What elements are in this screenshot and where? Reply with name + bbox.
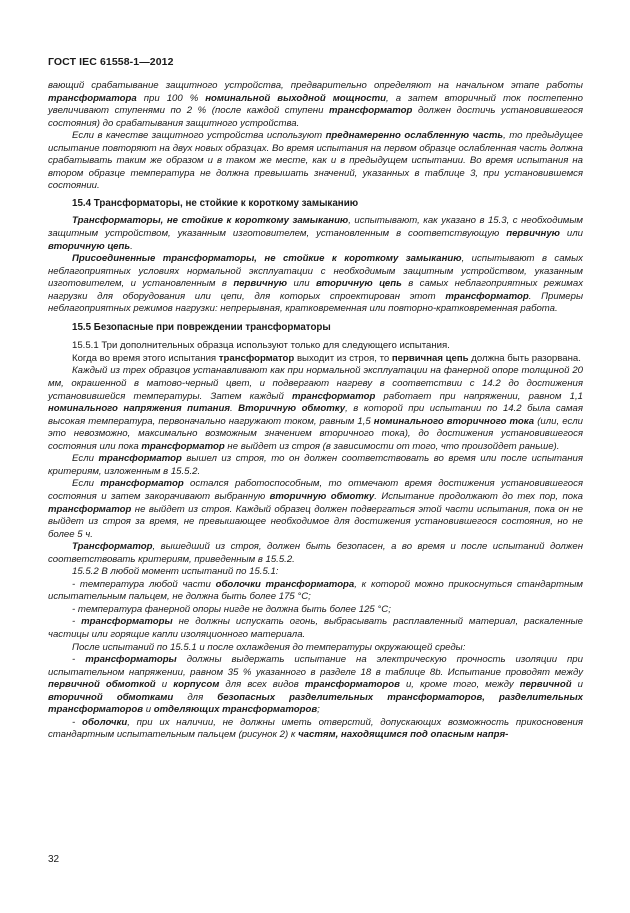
term-emphasis: трансформатор	[445, 290, 529, 302]
term-emphasis: трансформатор	[141, 440, 225, 452]
text-run: для всех видов	[219, 679, 305, 691]
paragraph	[48, 604, 583, 617]
text-run: работает при напряжении, равном 1,1	[375, 390, 583, 402]
term-emphasis: Трансформаторы, не стойкие к короткому замыканию	[72, 215, 349, 227]
paragraph	[48, 353, 583, 366]
paragraph	[48, 215, 583, 253]
paragraph	[48, 616, 583, 641]
term-emphasis: трансформатор	[218, 352, 295, 364]
text-run: вающий срабатывание защитного устройства, предварительно определяют на начальном этапе работы	[48, 80, 583, 91]
term-emphasis: номинального напряжения питания	[48, 403, 230, 415]
standard-header: ГОСТ IEC 61558-1—2012	[48, 56, 174, 68]
text-run: 15.5.1 Три дополнительных образца используют только для следующего испытания.	[72, 340, 450, 352]
text-run: выходит из строя, то	[294, 352, 392, 364]
paragraph	[48, 566, 583, 579]
paragraph	[48, 654, 583, 717]
text-run: - температура фанерной опоры нигде не должна быть более 125 °С;	[72, 603, 391, 615]
text-run: Каждый из трех образцов устанавливают как при нормальной эксплуатации на фанерной опоре толщиной 20 мм, окрашенной в матово-черный цвет, и подвергают нагреву в соответствии с 14.2 до достижения установившейся температуры. Затем каждый	[48, 365, 583, 402]
paragraph	[48, 642, 583, 655]
text-run: и	[571, 679, 583, 691]
paragraph	[48, 717, 583, 742]
term-emphasis: частям, находящимся под опасным напря-	[298, 729, 509, 741]
text-run: должны выдержать испытание на электрическую прочность изоляции при испытательном напряжении, равном 35 % указанного в разделе 18 в таблице 8b. Испытание проводят между	[48, 654, 583, 678]
term-emphasis: трансформаторов	[304, 679, 400, 691]
term-emphasis: оболочки трансформатора	[215, 578, 355, 590]
text-run: - температура любой части	[72, 578, 216, 590]
text-run: . Испытание продолжают до тех пор, пока	[374, 490, 583, 502]
text-run: вышел из строя, то он должен соответствовать во время или после испытания критериям, изложенным в 15.5.2.	[48, 453, 584, 477]
term-emphasis: номинального вторичного тока	[373, 415, 535, 427]
text-run: (или, если это невозможно, максимально возможным значением вторичного тока), до достижения установившегося состояния или пока	[48, 415, 583, 452]
text-run: После испытаний по 15.5.1 и после охлаждения до температуры окружающей среды:	[72, 641, 466, 653]
text-run: , испытывают, как указано в 15.3, с необходимым защитным устройством, указанным изготовителем, установленным в соответствующую	[48, 215, 583, 240]
text-run: , в которой при испытании по 14.2 была самая высокая температура, первоначально нагружают током, равным 1,5	[48, 403, 583, 427]
text-run: -	[72, 654, 86, 666]
text-run: и	[155, 679, 174, 691]
text-run: ;	[317, 704, 320, 716]
term-emphasis: оболочки	[81, 716, 128, 728]
term-emphasis: Присоединенные трансформаторы, не стойкие к короткому замыканию	[72, 253, 462, 265]
text-run: не выйдет из строя. Каждый образец должен подвергаться этой части испытания, пока он не выйдет из строя за время, не превышающее необходимое для достижения установившегося состояния, но не более 5 ч.	[48, 503, 583, 540]
term-emphasis: корпусом	[173, 679, 220, 691]
text-run: должен достичь установившегося состояния) до срабатывания защитного устройства.	[48, 105, 583, 129]
term-emphasis: Трансформатор	[72, 541, 153, 553]
text-run: и	[143, 704, 154, 716]
text-run: Если в качестве защитного устройства используют	[72, 130, 326, 142]
text-run: Если	[72, 478, 101, 490]
term-emphasis: вторичную цепь	[48, 240, 131, 252]
section-heading	[48, 198, 583, 211]
paragraph	[48, 80, 583, 130]
paragraph	[48, 541, 583, 566]
term-emphasis: первичную	[233, 278, 288, 290]
page-number: 32	[48, 854, 60, 865]
term-emphasis: безопасных разделительных трансформаторов, разделительных трансформаторов	[48, 691, 583, 716]
term-emphasis: трансформаторы	[81, 616, 173, 628]
term-emphasis: трансформатор	[98, 453, 182, 465]
text-run: . Примеры неблагоприятных режимов нагрузки: непрерывная, кратковременная или повторно-кратковременная работа.	[48, 290, 584, 315]
text-run: для	[173, 691, 218, 703]
term-emphasis: Вторичную обмотку	[238, 403, 346, 415]
text-run: 15.4 Трансформаторы, не стойкие к короткому замыканию	[72, 197, 359, 209]
text-run: остался работоспособным, то отмечают время достижения установившегося состояния и затем закорачивают выбранную	[48, 478, 583, 502]
term-emphasis: отделяющих трансформаторов	[153, 704, 318, 716]
term-emphasis: трансформатор	[100, 478, 184, 490]
text-run: , при их наличии, не должны иметь отверстий, допускающих возможность прикосновения стандартным испытательным пальцем (рисунок 2) к	[48, 716, 583, 741]
text-run: при 100 %	[136, 92, 206, 104]
text-run: должна быть разорвана.	[468, 352, 581, 364]
paragraph	[48, 253, 583, 316]
term-emphasis: номинальной выходной мощности	[205, 92, 387, 104]
term-emphasis: трансформатор	[292, 390, 376, 402]
text-run: .	[130, 240, 133, 252]
paragraph	[48, 453, 583, 478]
term-emphasis: трансформатора	[48, 92, 137, 104]
text-run: , испытывают в самых неблагоприятных условиях нормальной эксплуатации с необходимым защитным устройством, указанным изготовителем, и установленным в	[48, 253, 583, 290]
text-run: 15.5 Безопасные при повреждении трансформаторы	[72, 321, 331, 333]
paragraph	[48, 340, 583, 353]
term-emphasis: вторичную цепь	[315, 278, 402, 290]
text-run: и, кроме того, между	[399, 679, 520, 691]
text-run: 15.5.2 В любой момент испытаний по 15.5.1:	[72, 566, 279, 578]
term-emphasis: вторичной обмотками	[48, 691, 174, 703]
text-run: Если	[72, 453, 99, 465]
text-run: или	[287, 278, 316, 290]
text-run: -	[72, 616, 82, 628]
text-run: , вышедший из строя, должен быть безопасен, а во время и после испытаний должен соответствовать критериям, приведенным в 15.5.2.	[48, 541, 583, 565]
paragraph	[48, 130, 583, 193]
text-run: Когда во время этого испытания	[72, 352, 219, 364]
paragraph	[48, 478, 583, 541]
term-emphasis: трансформаторы	[85, 654, 177, 666]
term-emphasis: преднамеренно ослабленную часть	[325, 130, 504, 142]
document-body	[48, 80, 583, 742]
paragraph	[48, 579, 583, 604]
term-emphasis: первичной обмоткой	[48, 679, 156, 691]
term-emphasis: трансформатор	[48, 503, 132, 515]
section-heading	[48, 322, 583, 335]
paragraph	[48, 365, 583, 453]
term-emphasis: вторичную обмотку	[269, 490, 375, 502]
text-run: не должны испускать огонь, выбрасывать расплавленный материал, раскаленные частицы или горящие капли изоляционного материала.	[48, 616, 583, 640]
text-run: , а затем вторичный ток постепенно увеличивают ступенями по 2 % (после каждой ступени	[48, 92, 583, 117]
text-run: не выйдет из строя (в зависимости от того, что произойдет раньше).	[224, 440, 560, 452]
term-emphasis: первичная цепь	[391, 352, 469, 364]
text-run: в самых неблагоприятных режимах нагрузки для оборудования или цепи, для которых спроектирован этот	[48, 278, 583, 302]
term-emphasis: трансформатор	[329, 105, 413, 117]
term-emphasis: первичной	[519, 679, 572, 691]
text-run: -	[72, 716, 82, 728]
term-emphasis: первичную	[506, 228, 560, 240]
text-run: .	[230, 403, 239, 415]
text-run: , то предыдущее испытание повторяют на двух новых образцах. Во время испытания на первом образце ослабленная часть должна срабатывать таким же образом и в таком же месте, как и в предыдущем испытании. Во время испытания на втором образце температура не должна превышать значений, указанных в таблице 3, при установившемся состоянии.	[48, 130, 583, 192]
text-run: или	[559, 228, 583, 240]
text-run: , к которой можно прикоснуться стандартным испытательным пальцем, не должна быть более 175 °С;	[48, 578, 583, 603]
